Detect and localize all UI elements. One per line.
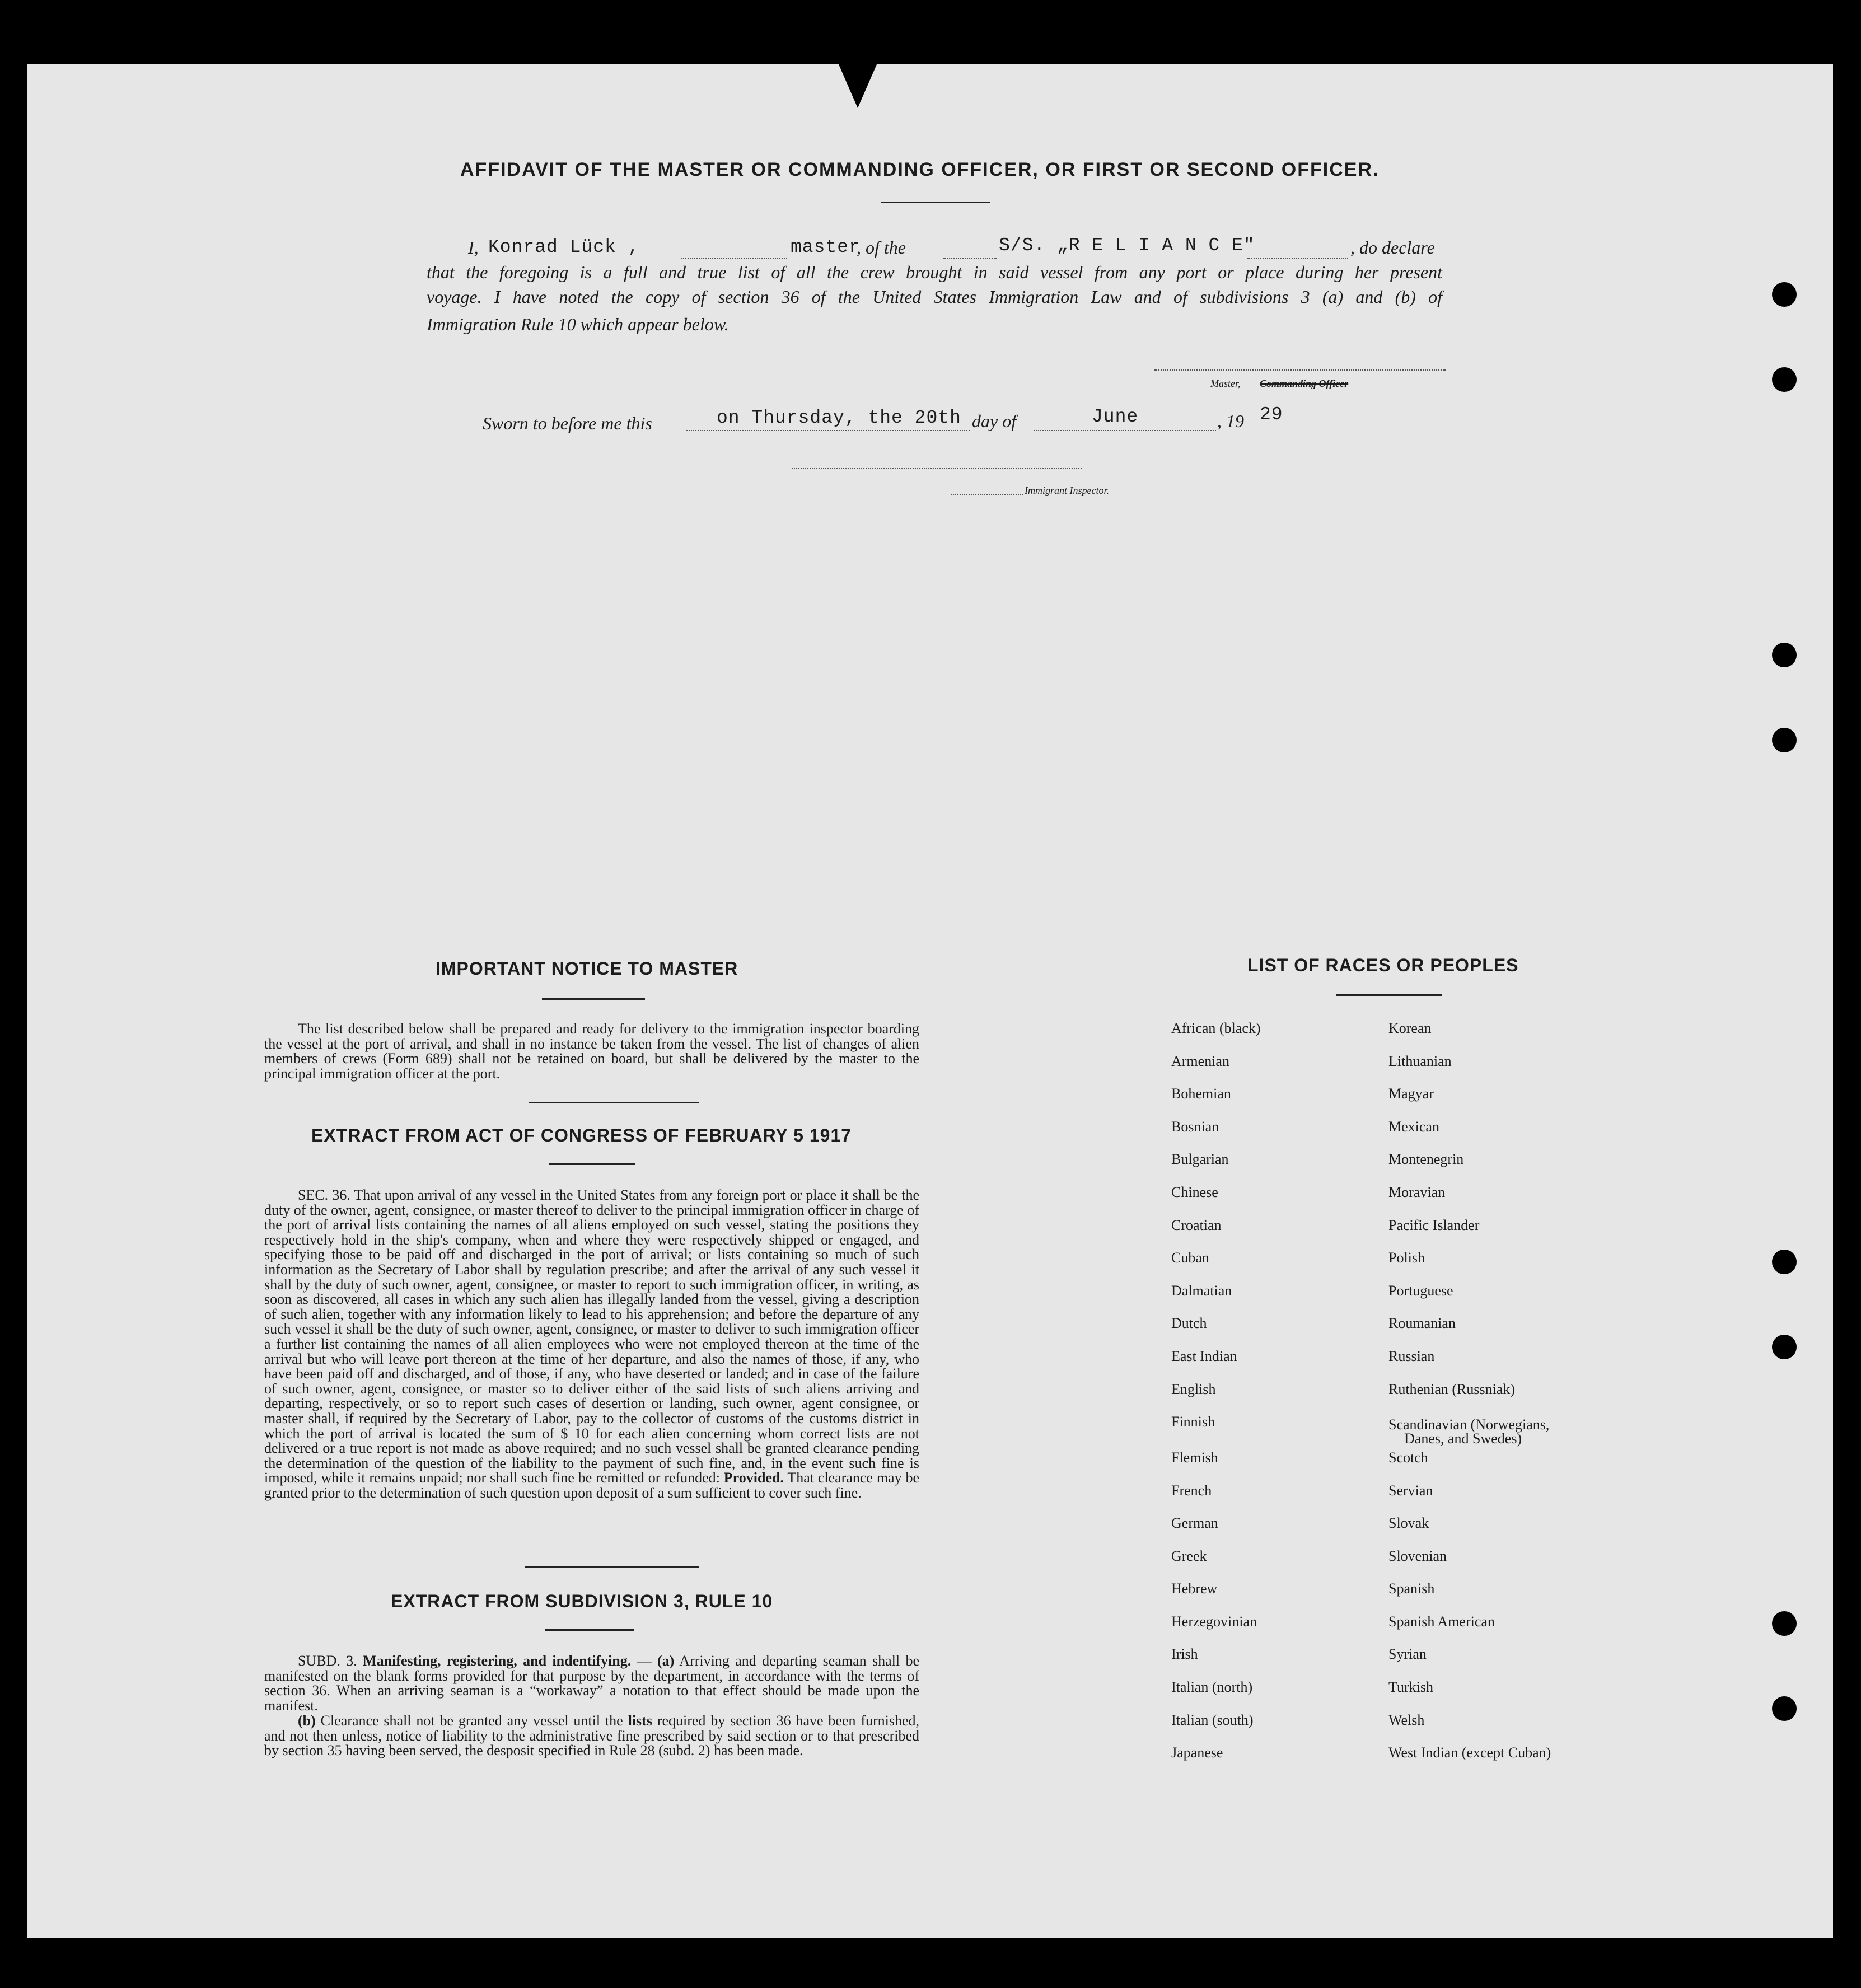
act-provided: Provided. xyxy=(723,1470,784,1486)
race-list-item: Bosnian xyxy=(1171,1119,1219,1135)
race-list-item: Lithuanian xyxy=(1388,1053,1452,1069)
race-list-item: Dutch xyxy=(1171,1315,1207,1331)
race-list-item: Welsh xyxy=(1388,1712,1425,1728)
subd-dash: — xyxy=(637,1653,652,1669)
act-rule xyxy=(549,1163,635,1165)
master-signature-line xyxy=(1154,369,1446,371)
race-list-item: East Indian xyxy=(1171,1348,1237,1364)
inspector-dots-short xyxy=(951,494,1023,495)
vessel-dots-right xyxy=(1247,258,1348,259)
vessel-dots-left xyxy=(943,258,997,259)
binder-hole xyxy=(1772,728,1797,752)
race-list-item: Portuguese xyxy=(1388,1283,1453,1299)
race-list-item: French xyxy=(1171,1482,1212,1499)
inspector-signature-line xyxy=(792,468,1082,469)
race-list-item: West Indian (except Cuban) xyxy=(1388,1744,1551,1761)
race-list-item: Ruthenian (Russniak) xyxy=(1388,1381,1516,1397)
race-list-item: Scotch xyxy=(1388,1449,1428,1466)
race-list-item: Moravian xyxy=(1388,1184,1446,1200)
subd-title: Manifesting, registering, and indentifying. xyxy=(363,1653,632,1669)
race-list-item: Danes, and Swedes) xyxy=(1404,1430,1522,1447)
master-label: Master, xyxy=(1210,378,1241,389)
race-list-item: Roumanian xyxy=(1388,1315,1456,1331)
race-list-item: Syrian xyxy=(1388,1646,1427,1662)
subd-label: SUBD. 3. xyxy=(298,1653,357,1669)
declare-label: , do declare xyxy=(1350,237,1435,258)
affidavit-line-3: voyage. I have noted the copy of section 36 of the United States Immigration Law and of subdivisions 3 (a) and (b) of xyxy=(427,287,1442,307)
act-body-end: That clearance may be granted prior to the determination of such question upon deposit of a sum sufficient to cover such fine. xyxy=(264,1470,920,1501)
subdivision-heading: EXTRACT FROM SUBDIVISION 3, RULE 10 xyxy=(391,1591,773,1611)
race-list-item: Spanish American xyxy=(1388,1613,1495,1630)
race-list-item: Armenian xyxy=(1171,1053,1229,1069)
inspector-label: Immigrant Inspector. xyxy=(1025,485,1109,496)
race-list-item: Italian (north) xyxy=(1171,1679,1253,1695)
race-list-item: Bulgarian xyxy=(1171,1151,1229,1167)
race-list-item: Chinese xyxy=(1171,1184,1218,1200)
race-list-item: Slovak xyxy=(1388,1515,1429,1531)
race-list-item: Magyar xyxy=(1388,1086,1434,1102)
race-list-item: Hebrew xyxy=(1171,1580,1218,1597)
affidavit-line-2: that the foregoing is a full and true list of all the crew brought in said vessel from any port or place during her present xyxy=(427,262,1442,282)
race-list-item: German xyxy=(1171,1515,1218,1531)
affidavit-prefix: I, xyxy=(468,237,479,258)
race-list-item: Korean xyxy=(1388,1020,1432,1036)
subd-a-body: Arriving and departing seaman shall be manifested on the blank forms provided for that purpose by the department, in accordance with the terms of section 36. When an arriving seaman is a “workaway” a notation to that effect should be made upon the manifest. xyxy=(264,1653,920,1714)
race-list-item: Dalmatian xyxy=(1171,1283,1232,1299)
races-heading: LIST OF RACES OR PEOPLES xyxy=(1247,955,1519,975)
act-bottom-rule xyxy=(525,1566,699,1568)
race-list-item: Russian xyxy=(1388,1348,1435,1364)
notice-rule xyxy=(542,998,645,1000)
subd-b-body-1: Clearance shall not be granted any vessel until the xyxy=(320,1713,623,1729)
binder-hole xyxy=(1772,1335,1797,1359)
sworn-label: Sworn to before me this xyxy=(483,413,652,433)
race-list-item: Bohemian xyxy=(1171,1086,1231,1102)
subdivision-b-text xyxy=(264,1714,919,1758)
affidavit-heading: AFFIDAVIT OF THE MASTER OR COMMANDING OFFICER, OR FIRST OR SECOND OFFICER. xyxy=(460,159,1380,180)
sworn-month: June xyxy=(1092,406,1139,427)
year-prefix: , 19 xyxy=(1217,411,1244,431)
master-rank: master xyxy=(791,237,861,258)
page-notch xyxy=(839,64,877,108)
binder-hole xyxy=(1772,1611,1797,1636)
subd-b-lists: lists xyxy=(628,1713,652,1729)
subd-b-body-2: required by section 36 have been furnished, and not then unless, notice of liability to the administrative fine prescribed by said section or to that prescribed by section 35 having been served, the desposit specified in Rule 28 (subd. 2) has been made. xyxy=(264,1713,920,1759)
race-list-item: Slovenian xyxy=(1388,1548,1447,1564)
race-list-item: Scandinavian (Norwegians, xyxy=(1388,1416,1550,1433)
race-list-item: Pacific Islander xyxy=(1388,1217,1480,1233)
vessel-name: S/S. „R E L I A N C E" xyxy=(999,235,1255,256)
race-list-item: Herzegovinian xyxy=(1171,1613,1257,1630)
race-list-item: Cuban xyxy=(1171,1250,1209,1266)
race-list-item: African (black) xyxy=(1171,1020,1261,1036)
affidavit-line-4: Immigration Rule 10 which appear below. xyxy=(427,314,729,334)
races-rule xyxy=(1336,994,1442,996)
race-list-item: Finnish xyxy=(1171,1414,1215,1430)
day-of-label: day of xyxy=(972,411,1017,431)
race-list-item: Polish xyxy=(1388,1250,1425,1266)
act-text xyxy=(264,1188,919,1500)
binder-hole xyxy=(1772,1696,1797,1721)
act-heading: EXTRACT FROM ACT OF CONGRESS OF FEBRUARY 5 1917 xyxy=(311,1125,852,1145)
race-list-item: Montenegrin xyxy=(1388,1151,1464,1167)
binder-hole xyxy=(1772,643,1797,667)
sworn-date: on Thursday, the 20th xyxy=(717,408,961,428)
binder-hole xyxy=(1772,1250,1797,1274)
race-list-item: Turkish xyxy=(1388,1679,1433,1695)
race-list-item: Servian xyxy=(1388,1482,1433,1499)
master-name: Konrad Lück , xyxy=(488,237,640,258)
notice-bottom-rule xyxy=(529,1102,699,1103)
binder-hole xyxy=(1772,367,1797,392)
notice-heading: IMPORTANT NOTICE TO MASTER xyxy=(436,958,738,979)
race-list-item: Italian (south) xyxy=(1171,1712,1254,1728)
race-list-item: Mexican xyxy=(1388,1119,1439,1135)
name-dots xyxy=(681,258,787,259)
race-list-item: Irish xyxy=(1171,1646,1198,1662)
month-dots xyxy=(1034,430,1216,431)
subd-a-label: (a) xyxy=(657,1653,675,1669)
master-struck-title: Commanding Officer xyxy=(1260,378,1349,389)
notice-text: The list described below shall be prepared and ready for delivery to the immigration inspector boarding the vessel at the port of arrival, and shall in no instance be taken from the vessel. The list of changes of alien members of crews (Form 689) shall not be retained on board, but shall be delivered by the master to the principal immigration officer at the port. xyxy=(264,1021,919,1082)
heading-rule xyxy=(881,202,990,203)
race-list-item: Greek xyxy=(1171,1548,1207,1564)
subdivision-rule xyxy=(545,1629,634,1631)
race-list-item: Spanish xyxy=(1388,1580,1435,1597)
of-the-label: , of the xyxy=(857,237,906,258)
race-list-item: English xyxy=(1171,1381,1216,1397)
race-list-item: Flemish xyxy=(1171,1449,1218,1466)
race-list-item: Japanese xyxy=(1171,1744,1223,1761)
sworn-year: 29 xyxy=(1260,404,1283,425)
subd-b-label: (b) xyxy=(298,1713,316,1729)
act-body: SEC. 36. That upon arrival of any vessel in the United States from any foreign port or place it shall be the duty of the owner, agent, consignee, or master thereof to deliver to the principal immigration officer in charge of the port of arrival lists containing the names of all aliens employed on such vessel, stating the positions they respectively hold in the ship's company, when and where they were respectively shipped or engaged, and specifying those to be paid off and discharged in the port of arrival; or lists containing so much of such information as the Secretary of Labor shall by regulation prescribe; and after the arrival of any such vessel it shall by the duty of such owner, agent, consignee, or master to report to such immigration officer, in writing, as soon as discovered, all cases in which any such alien has illegally landed from the vessel, giving a description of such alien, together with any information likely to lead to his apprehension; and before the departure of any such vessel it shall be the duty of such owner, agent, consignee, or master to deliver to such immigration officer a further list containing the names of all alien employees who were not employed thereon at the time of the arrival but who will leave port thereon at the time of her departure, and also the names of those, if any, who have been paid off and discharged, and of those, if any, who have deserted or landed; and in case of the failure of such owner, agent, consignee, or master so to deliver either of the said lists of such aliens arriving and departing, respectively, or so to report such cases of desertion or landing, such owner, agent consignee, or master shall, if required by the Secretary of Labor, pay to the collector of customs of the customs district in which the port of arrival is located the sum of $ 10 for each alien concerning whom correct lists are not delivered or a true report is not made as above required; and no such vessel shall be granted clearance pending the determination of the question of the liability to the payment of such fine, and, in the event such fine is imposed, while it remains unpaid; nor shall such fine be remitted or refunded: xyxy=(264,1187,919,1486)
subdivision-a-text xyxy=(264,1654,919,1713)
sworn-date-dots xyxy=(686,430,970,431)
race-list-item: Croatian xyxy=(1171,1217,1222,1233)
binder-hole xyxy=(1772,282,1797,307)
